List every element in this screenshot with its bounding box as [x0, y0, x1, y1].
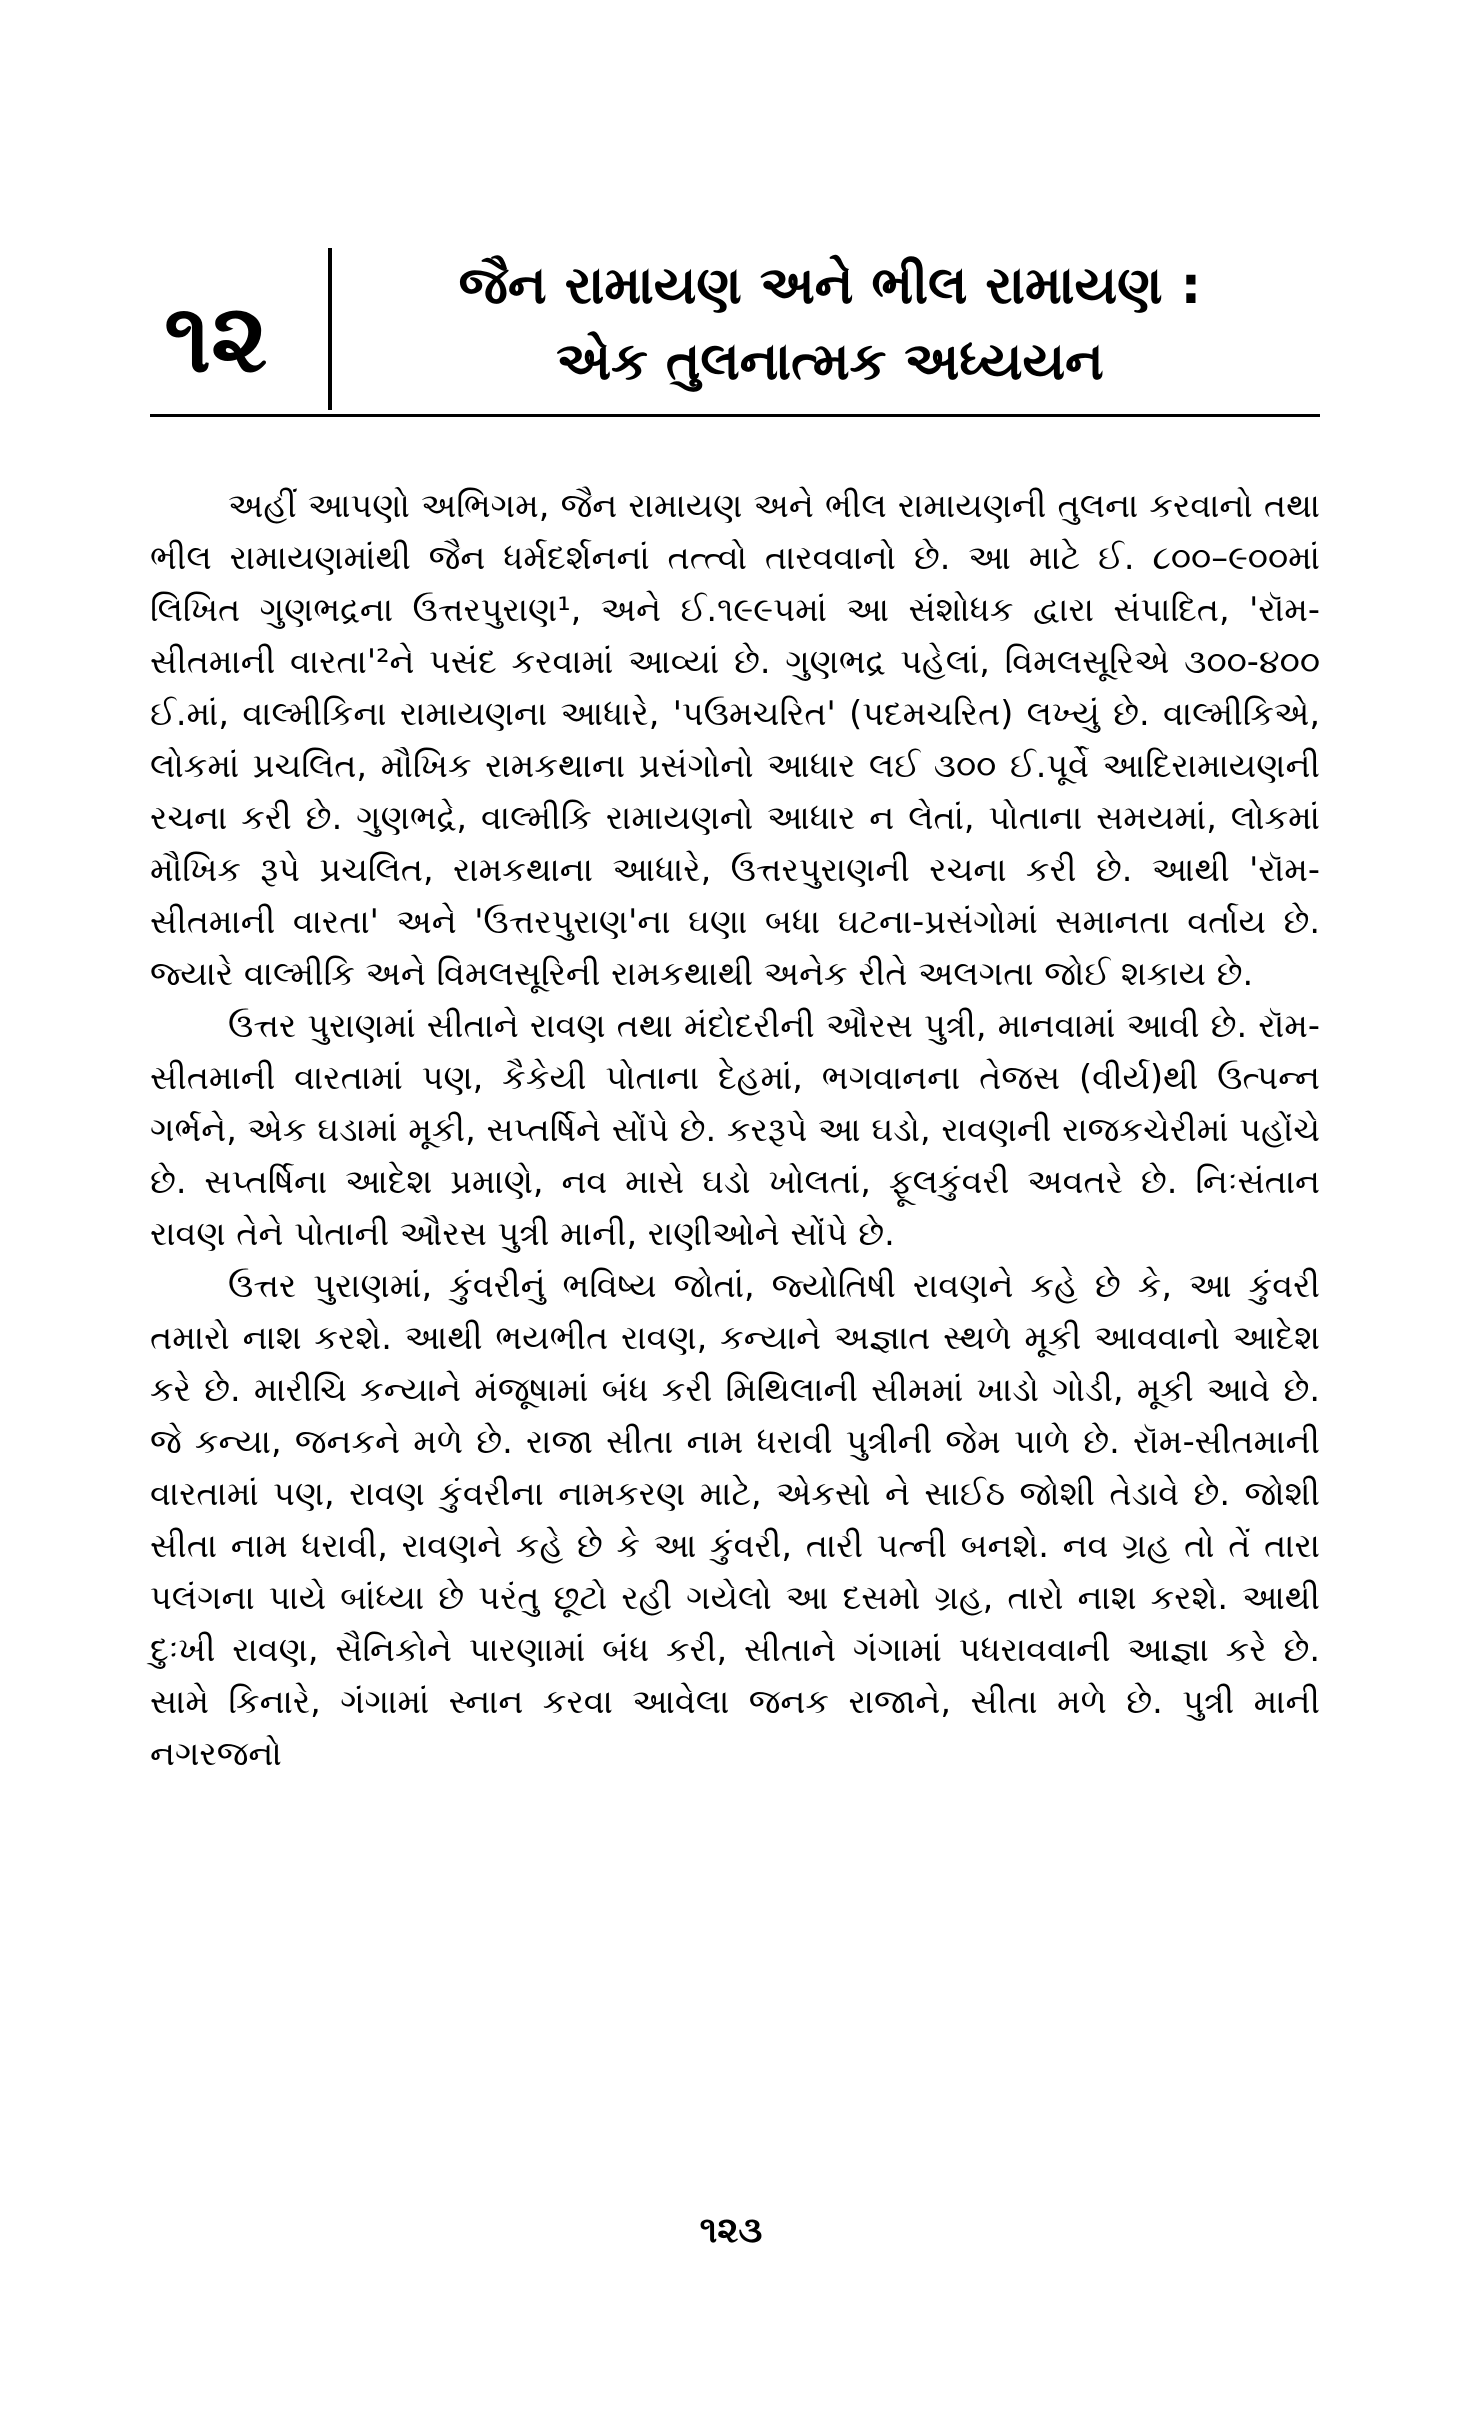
chapter-header — [150, 248, 1320, 418]
paragraph-2: ઉત્તર પુરાણમાં સીતાને રાવણ તથા મંદોદરીની ઔરસ પુત્રી, માનવામાં આવી છે. રૉમ-સીતમાની વારતામાં પણ, કૈકેયી પોતાના દેહમાં, ભગવાનના તેજસ (વીર્ય)થી ઉત્પન્ન ગર્ભને, એક ઘડામાં મૂકી, સપ્તર્ષિને સોંપે છે. કરરૂપે આ ઘડો, રાવણની રાજકચેરીમાં પહોંચે છે. સપ્તર્ષિના આદેશ પ્રમાણે, નવ માસે ઘડો ખોલતાં, ફૂલકુંવરી અવતરે છે. નિઃસંતાન રાવણ તેને પોતાની ઔરસ પુત્રી માની, રાણીઓને સોંપે છે. — [150, 1006, 1320, 1253]
paragraph-3: ઉત્તર પુરાણમાં, કુંવરીનું ભવિષ્ય જોતાં, જ્યોતિષી રાવણને કહે છે કે, આ કુંવરી તમારો નાશ કરશે. આથી ભયભીત રાવણ, કન્યાને અજ્ઞાત સ્થળે મૂકી આવવાનો આદેશ કરે છે. મારીચિ કન્યાને મંજૂષામાં બંધ કરી મિથિલાની સીમમાં ખાડો ગોડી, મૂકી આવે છે. જે કન્યા, જનકને મળે છે. રાજા સીતા નામ ધરાવી પુત્રીની જેમ પાળે છે. રૉમ-સીતમાની વારતામાં પણ, રાવણ કુંવરીના નામકરણ માટે, એકસો ને સાઈઠ જોશી તેડાવે છે. જોશી સીતા નામ ધરાવી, રાવણને કહે છે કે આ કુંવરી, તારી પત્ની બનશે. નવ ગ્રહ તો તેં તારા પલંગના પાયે બાંધ્યા છે પરંતુ છૂટો રહી ગયેલો આ દસમો ગ્રહ, તારો નાશ કરશે. આથી દુઃખી રાવણ, સૈનિકોને પારણામાં બંધ કરી, સીતાને ગંગામાં પધરાવવાની આજ્ઞા કરે છે. સામે કિનારે, ગંગામાં સ્નાન કરવા આવેલા જનક રાજાને, સીતા મળે છે. પુત્રી માની નગરજનો — [150, 1266, 1320, 1773]
header-vertical-divider — [328, 248, 332, 410]
chapter-title-line-1: જૈન રામાયણ અને ભીલ રામાયણ : — [458, 256, 1202, 316]
chapter-title-line-2: એક તુલનાત્મક અધ્યયન — [556, 332, 1104, 392]
paragraph-1: અહીં આપણો અભિગમ, જૈન રામાયણ અને ભીલ રામાયણની તુલના કરવાનો તથા ભીલ રામાયણમાંથી જૈન ધર્મદર્શનનાં તત્ત્વો તારવવાનો છે. આ માટે ઈ. ૮૦૦–૯૦૦માં લિખિત ગુણભદ્રના ઉત્તરપુરાણ¹, અને ઈ.૧૯૯૫માં આ સંશોધક દ્વારા સંપાદિત, 'રૉમ-સીતમાની વારતા'²ને પસંદ કરવામાં આવ્યાં છે. ગુણભદ્ર પહેલાં, વિમલસૂરિએ ૩૦૦-૪૦૦ ઈ.માં, વાલ્મીકિના રામાયણના આધારે, 'પઉમચરિત' (પદમચરિત) લખ્યું છે. વાલ્મીકિએ, લોકમાં પ્રચલિત, મૌખિક રામકથાના પ્રસંગોનો આધાર લઈ ૩૦૦ ઈ.પૂર્વે આદિરામાયણની રચના કરી છે. ગુણભદ્રે, વાલ્મીકિ રામાયણનો આધાર ન લેતાં, પોતાના સમયમાં, લોકમાં મૌખિક રૂપે પ્રચલિત, રામકથાના આધારે, ઉત્તરપુરાણની રચના કરી છે. આથી 'રૉમ-સીતમાની વારતા' અને 'ઉત્તરપુરાણ'ના ઘણા બધા ઘટના-પ્રસંગોમાં સમાનતા વર્તાય છે. જ્યારે વાલ્મીકિ અને વિમલસૂરિની રામકથાથી અનેક રીતે અલગતા જોઈ શકાય છે. — [150, 486, 1320, 993]
chapter-number: ૧૨ — [164, 282, 268, 394]
header-horizontal-rule — [150, 414, 1320, 417]
body-text — [150, 480, 1320, 1780]
page-number: ૧૨૩ — [699, 2210, 763, 2251]
chapter-title — [350, 248, 1310, 400]
